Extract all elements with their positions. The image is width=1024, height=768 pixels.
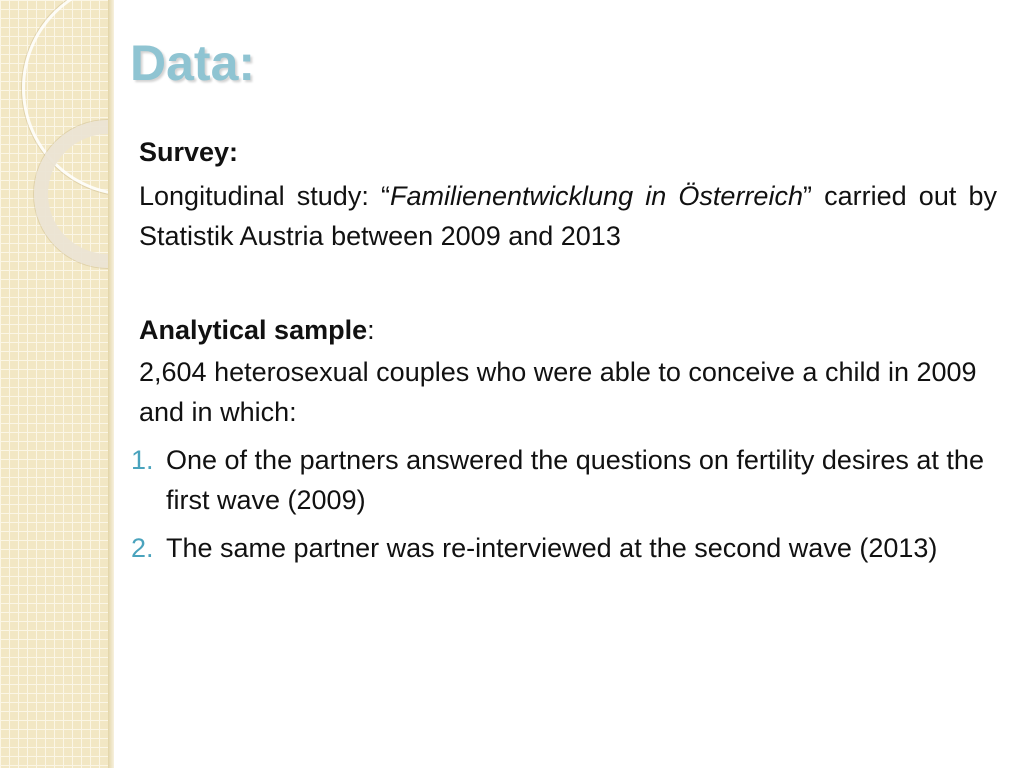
survey-suffix: ” carried out by Statistik Austria between 2009 and 2013 — [139, 181, 998, 251]
list-item-number: 1. — [131, 445, 154, 475]
survey-description — [139, 176, 997, 256]
list-item — [131, 528, 997, 568]
study-name: Familienentwicklung in Österreich — [389, 181, 803, 211]
list-item-text: One of the partners answered the questions on fertility desires at the first wave (2009) — [166, 445, 984, 515]
slide-content — [131, 132, 998, 568]
side-strip-edge — [108, 0, 114, 768]
list-item-number: 2. — [131, 533, 154, 563]
sample-heading-colon: : — [367, 315, 375, 345]
decorative-side-strip — [0, 0, 112, 768]
slide-title: Data: — [130, 35, 256, 91]
sample-description: 2,604 heterosexual couples who were able to conceive a child in 2009 and in which: — [139, 357, 977, 427]
criteria-list — [131, 440, 997, 568]
list-item — [131, 440, 997, 520]
survey-prefix: Longitudinal study: “ — [139, 181, 390, 211]
sample-heading-label: Analytical sample — [139, 315, 368, 345]
sample-heading — [139, 310, 997, 350]
survey-heading: Survey: — [139, 137, 239, 167]
list-item-text: The same partner was re-interviewed at the second wave (2013) — [166, 533, 938, 563]
